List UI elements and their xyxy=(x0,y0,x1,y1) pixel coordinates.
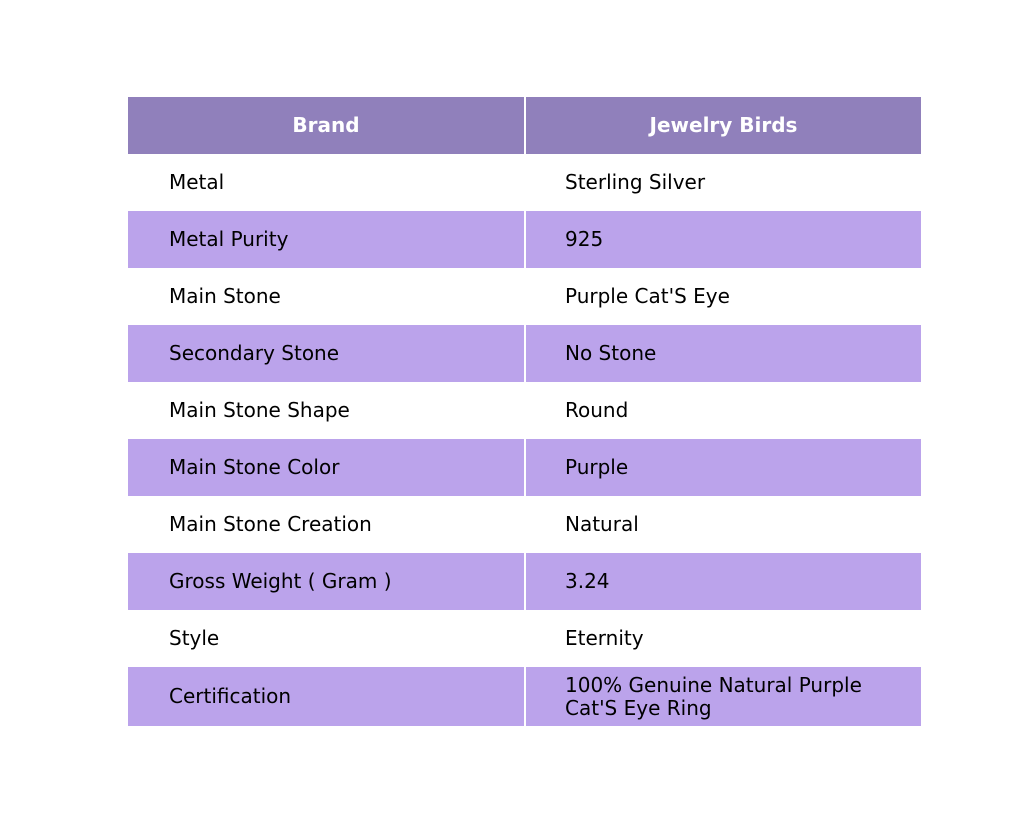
attribute-label: Style xyxy=(128,610,524,667)
attribute-value: Natural xyxy=(526,496,921,553)
attribute-value: 925 xyxy=(526,211,921,268)
attribute-value: Purple xyxy=(526,439,921,496)
attribute-label: Secondary Stone xyxy=(128,325,524,382)
table-row xyxy=(128,382,921,439)
attribute-label: Metal xyxy=(128,154,524,211)
table-row xyxy=(128,496,921,553)
attribute-label: Main Stone Creation xyxy=(128,496,524,553)
table-row xyxy=(128,268,921,325)
attribute-value: Eternity xyxy=(526,610,921,667)
table-header-row xyxy=(128,97,921,154)
table-row xyxy=(128,667,921,726)
table-row xyxy=(128,610,921,667)
attribute-label: Main Stone Color xyxy=(128,439,524,496)
attribute-label: Gross Weight ( Gram ) xyxy=(128,553,524,610)
attribute-value: 3.24 xyxy=(526,553,921,610)
attribute-value: Purple Cat'S Eye xyxy=(526,268,921,325)
attribute-label: Main Stone xyxy=(128,268,524,325)
table-row xyxy=(128,325,921,382)
header-cell-jewelry-birds: Jewelry Birds xyxy=(526,97,921,154)
table-row xyxy=(128,154,921,211)
attribute-value: Round xyxy=(526,382,921,439)
table-row xyxy=(128,211,921,268)
attribute-label: Main Stone Shape xyxy=(128,382,524,439)
attribute-label: Metal Purity xyxy=(128,211,524,268)
attribute-value: 100% Genuine Natural Purple Cat'S Eye Ring xyxy=(526,667,921,726)
attribute-label: Certification xyxy=(128,667,524,726)
table-row xyxy=(128,439,921,496)
product-spec-table xyxy=(128,97,921,726)
header-cell-brand: Brand xyxy=(128,97,524,154)
attribute-value: No Stone xyxy=(526,325,921,382)
table-row xyxy=(128,553,921,610)
attribute-value: Sterling Silver xyxy=(526,154,921,211)
